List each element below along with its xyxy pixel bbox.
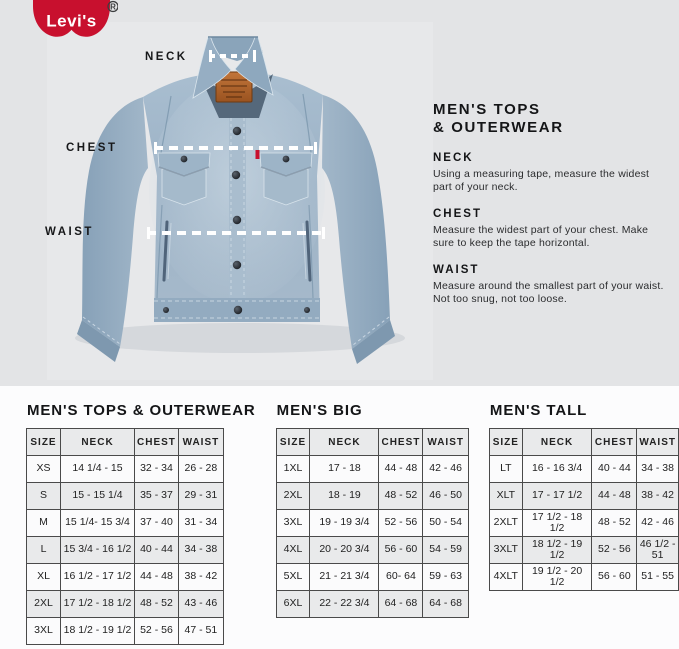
info-section-waist	[433, 264, 670, 305]
info-title-line2: & OUTERWEAR	[433, 119, 564, 136]
measurement-cell: 43 - 46	[178, 591, 223, 618]
measurement-cell: 19 1/2 - 20 1/2	[522, 564, 592, 591]
right-chest-pocket	[256, 150, 313, 205]
table-row	[27, 564, 224, 591]
size-label-cell: S	[27, 483, 61, 510]
measurement-cell: 26 - 28	[178, 456, 223, 483]
table-row	[27, 537, 224, 564]
measurement-cell: 29 - 31	[178, 483, 223, 510]
measurement-cell: 17 1/2 - 18 1/2	[522, 510, 592, 537]
size-label-cell: 4XLT	[489, 564, 522, 591]
measurement-cell: 64 - 68	[423, 591, 469, 618]
size-label-cell: L	[27, 537, 61, 564]
size-label-cell: M	[27, 510, 61, 537]
table-row	[276, 537, 468, 564]
column-header: SIZE	[489, 429, 522, 456]
size-chart-tops-outerwear	[26, 402, 256, 645]
registered-mark: R	[110, 2, 116, 12]
table-row	[276, 456, 468, 483]
size-table	[489, 428, 679, 591]
info-heading: WAIST	[433, 264, 480, 276]
measurement-cell: 64 - 68	[379, 591, 423, 618]
column-header: NECK	[522, 429, 592, 456]
measurement-cell: 52 - 56	[379, 510, 423, 537]
measurement-cell: 48 - 52	[379, 483, 423, 510]
info-body: Measure around the smallest part of your waist. Not too snug, not too loose.	[433, 280, 664, 305]
measurement-cell: 32 - 34	[135, 456, 179, 483]
measurement-cell: 17 - 18	[310, 456, 379, 483]
measurement-cell: 19 - 19 3/4	[310, 510, 379, 537]
info-body: Using a measuring tape, measure the widest part of your neck.	[433, 168, 650, 193]
size-label-cell: 5XL	[276, 564, 310, 591]
measurement-cell: 18 1/2 - 19 1/2	[522, 537, 592, 564]
measurement-cell: 44 - 48	[592, 483, 637, 510]
table-row	[27, 456, 224, 483]
measurement-cell: 16 1/2 - 17 1/2	[61, 564, 135, 591]
size-chart-title: MEN'S TOPS & OUTERWEAR	[27, 402, 256, 419]
measurement-cell: 18 1/2 - 19 1/2	[61, 618, 135, 645]
size-table	[26, 428, 224, 645]
column-header: CHEST	[379, 429, 423, 456]
measurement-cell: 38 - 42	[637, 483, 679, 510]
measurement-cell: 17 - 17 1/2	[522, 483, 592, 510]
measurement-cell: 44 - 48	[379, 456, 423, 483]
measurement-cell: 37 - 40	[135, 510, 179, 537]
size-label-cell: 2XL	[276, 483, 310, 510]
size-label-cell: 3XLT	[489, 537, 522, 564]
info-title	[433, 101, 670, 137]
size-chart-title: MEN'S BIG	[276, 402, 363, 419]
table-row	[27, 618, 224, 645]
table-row	[489, 537, 678, 564]
info-heading: CHEST	[433, 208, 482, 220]
size-label-cell: 2XLT	[489, 510, 522, 537]
measurement-cell: 40 - 44	[135, 537, 179, 564]
chest-measure-label: CHEST	[66, 142, 118, 154]
table-row	[276, 564, 468, 591]
waist-measure-label: WAIST	[45, 226, 94, 238]
measurement-cell: 54 - 59	[423, 537, 469, 564]
measurement-cell: 48 - 52	[135, 591, 179, 618]
size-label-cell: 4XL	[276, 537, 310, 564]
column-header: WAIST	[637, 429, 679, 456]
waist-measure-line	[147, 231, 325, 235]
measurement-cell: 48 - 52	[592, 510, 637, 537]
size-chart-title: MEN'S TALL	[489, 402, 588, 419]
table-row	[489, 456, 678, 483]
size-label-cell: 6XL	[276, 591, 310, 618]
size-chart-tall	[489, 402, 679, 591]
measurement-cell: 22 - 22 3/4	[310, 591, 379, 618]
measurement-cell: 50 - 54	[423, 510, 469, 537]
neck-measure-line	[209, 54, 256, 58]
measurement-cell: 52 - 56	[592, 537, 637, 564]
info-section-chest	[433, 208, 670, 249]
table-row	[276, 510, 468, 537]
logo-wordmark: Levi's	[46, 11, 97, 31]
size-charts-section	[0, 386, 679, 649]
measurement-cell: 20 - 20 3/4	[310, 537, 379, 564]
measurement-cell: 40 - 44	[592, 456, 637, 483]
measurement-cell: 15 - 15 1/4	[61, 483, 135, 510]
size-chart-big	[276, 402, 469, 618]
table-row	[27, 510, 224, 537]
measurement-cell: 16 - 16 3/4	[522, 456, 592, 483]
measurement-cell: 14 1/4 - 15	[61, 456, 135, 483]
measurement-cell: 46 1/2 - 51	[637, 537, 679, 564]
size-label-cell: 3XL	[276, 510, 310, 537]
table-row	[489, 564, 678, 591]
measurement-cell: 52 - 56	[135, 618, 179, 645]
size-label-cell: XLT	[489, 483, 522, 510]
size-label-cell: LT	[489, 456, 522, 483]
size-table	[276, 428, 469, 618]
red-tab	[256, 150, 260, 159]
header-row	[489, 429, 678, 456]
measurement-cell: 17 1/2 - 18 1/2	[61, 591, 135, 618]
size-label-cell: 3XL	[27, 618, 61, 645]
table-row	[489, 483, 678, 510]
table-row	[27, 483, 224, 510]
measurement-cell: 56 - 60	[592, 564, 637, 591]
size-label-cell: 1XL	[276, 456, 310, 483]
table-row	[276, 483, 468, 510]
measurement-cell: 44 - 48	[135, 564, 179, 591]
column-header: CHEST	[592, 429, 637, 456]
info-heading: NECK	[433, 152, 474, 164]
measurement-cell: 34 - 38	[178, 537, 223, 564]
measurement-cell: 35 - 37	[135, 483, 179, 510]
measurement-cell: 59 - 63	[423, 564, 469, 591]
measurement-cell: 21 - 21 3/4	[310, 564, 379, 591]
measurement-cell: 38 - 42	[178, 564, 223, 591]
measuring-info-panel	[433, 101, 670, 305]
column-header: SIZE	[276, 429, 310, 456]
info-title-line1: MEN'S TOPS	[433, 101, 541, 118]
measurement-cell: 15 1/4- 15 3/4	[61, 510, 135, 537]
column-header: WAIST	[423, 429, 469, 456]
measurement-cell: 46 - 50	[423, 483, 469, 510]
measurement-cell: 60- 64	[379, 564, 423, 591]
chest-measure-line	[154, 146, 317, 150]
column-header: NECK	[61, 429, 135, 456]
measurement-cell: 31 - 34	[178, 510, 223, 537]
right-sleeve	[322, 95, 395, 364]
size-label-cell: XL	[27, 564, 61, 591]
measurement-cell: 56 - 60	[379, 537, 423, 564]
measurement-cell: 15 3/4 - 16 1/2	[61, 537, 135, 564]
header-row	[27, 429, 224, 456]
info-section-neck	[433, 152, 670, 193]
measurement-cell: 51 - 55	[637, 564, 679, 591]
size-label-cell: 2XL	[27, 591, 61, 618]
denim-jacket-image	[50, 26, 440, 376]
measurement-cell: 42 - 46	[637, 510, 679, 537]
table-row	[27, 591, 224, 618]
left-chest-pocket	[158, 153, 210, 205]
measurement-cell: 42 - 46	[423, 456, 469, 483]
measurement-cell: 34 - 38	[637, 456, 679, 483]
column-header: WAIST	[178, 429, 223, 456]
header-row	[276, 429, 468, 456]
column-header: NECK	[310, 429, 379, 456]
neck-measure-label: NECK	[145, 51, 188, 63]
info-body: Measure the widest part of your chest. Make sure to keep the tape horizontal.	[433, 224, 649, 249]
column-header: SIZE	[27, 429, 61, 456]
table-row	[276, 591, 468, 618]
table-row	[489, 510, 678, 537]
measurement-cell: 47 - 51	[178, 618, 223, 645]
column-header: CHEST	[135, 429, 179, 456]
measurement-cell: 18 - 19	[310, 483, 379, 510]
size-label-cell: XS	[27, 456, 61, 483]
